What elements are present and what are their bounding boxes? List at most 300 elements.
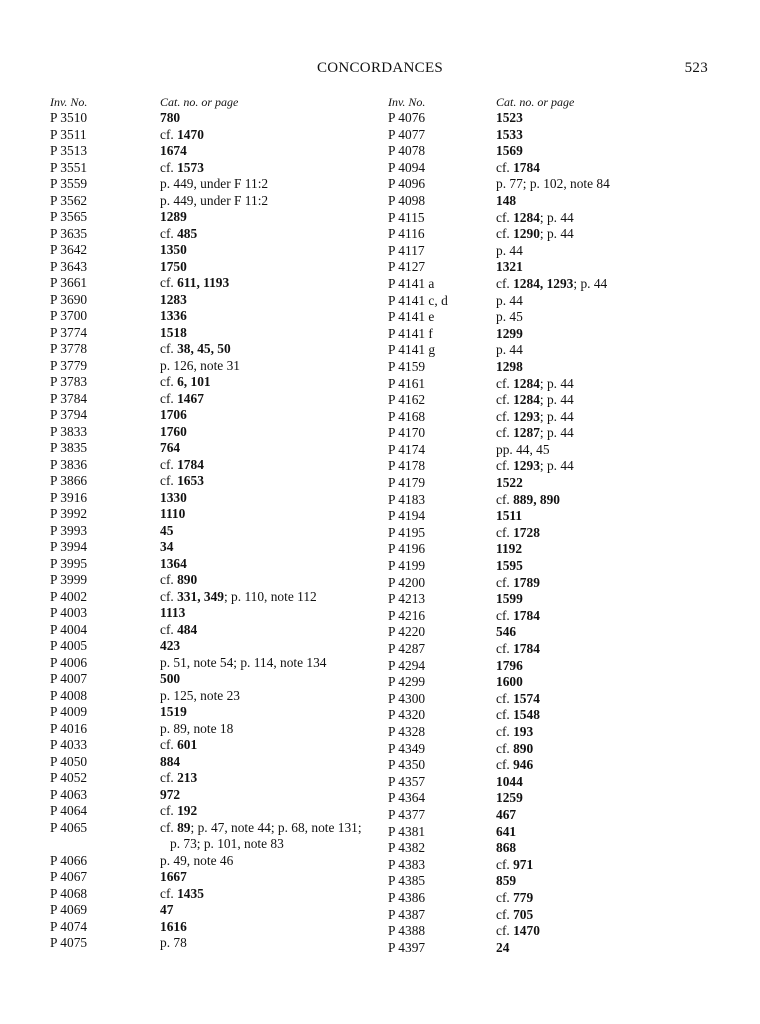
catalogue-number: 1784	[513, 159, 540, 175]
concordance-row	[50, 886, 390, 903]
concordance-row	[50, 424, 390, 441]
inv-no: P 4141 g	[388, 342, 436, 358]
catalogue-number: 1467	[177, 390, 204, 406]
concordance-row	[388, 143, 718, 160]
concordance-row	[50, 358, 390, 375]
inv-no: P 3562	[50, 192, 88, 208]
reference-text: cf.	[496, 458, 514, 474]
concordance-row	[388, 342, 718, 359]
catalogue-number: 38, 45, 50	[177, 341, 231, 356]
inv-no: P 4004	[50, 621, 88, 637]
catalogue-number: 1289	[160, 209, 187, 224]
inv-no: P 3690	[50, 291, 88, 307]
concordance-row	[50, 935, 390, 952]
concordance-row	[388, 591, 718, 608]
concordance-row	[388, 873, 718, 890]
inv-no: P 3642	[50, 242, 88, 257]
concordance-row	[50, 209, 390, 226]
reference-text: cf.	[496, 275, 514, 291]
cat-reference	[160, 853, 390, 870]
catalogue-number: 500	[160, 671, 181, 686]
inv-no: P 4075	[50, 935, 88, 950]
inv-no: P 4195	[388, 524, 426, 540]
catalogue-number: 705	[513, 906, 534, 922]
cat-reference	[160, 523, 390, 540]
concordance-row	[388, 624, 718, 641]
concordance-row	[388, 691, 718, 708]
concordance-row	[50, 539, 390, 556]
cat-reference	[496, 558, 718, 575]
concordance-row	[50, 259, 390, 276]
concordance-row	[388, 857, 718, 874]
reference-text: ; p. 44	[539, 458, 574, 474]
concordance-row	[388, 409, 718, 426]
catalogue-number: 1653	[177, 473, 204, 488]
cat-reference	[160, 473, 390, 490]
inv-no: P 4349	[388, 740, 426, 756]
catalogue-number: 1470	[177, 126, 204, 142]
cat-no-heading: Cat. no. or page	[496, 95, 575, 109]
cat-reference	[160, 737, 390, 754]
catalogue-number: 890	[513, 740, 534, 756]
concordance-row	[50, 176, 390, 193]
catalogue-number: 1599	[496, 591, 523, 607]
cat-reference	[496, 326, 718, 343]
cat-reference	[160, 919, 390, 936]
catalogue-number: 1350	[160, 242, 187, 257]
cat-reference	[496, 840, 718, 857]
concordance-row	[388, 276, 718, 293]
reference-text: p. 78	[160, 935, 187, 950]
concordance-row	[388, 757, 718, 774]
cat-reference	[496, 293, 718, 310]
catalogue-number: 1523	[496, 110, 523, 125]
catalogue-number: 47	[160, 902, 174, 917]
inv-no: P 4068	[50, 885, 88, 901]
cat-reference	[496, 674, 718, 691]
inv-no: P 4050	[50, 753, 88, 769]
concordance-row	[388, 293, 718, 310]
catalogue-number: 859	[496, 873, 517, 889]
reference-text: cf.	[496, 740, 514, 756]
catalogue-number: 6, 101	[177, 374, 211, 389]
concordance-row	[50, 391, 390, 408]
concordance-row	[50, 193, 390, 210]
concordance-row	[388, 658, 718, 675]
concordance-row	[50, 556, 390, 573]
reference-text: ; p. 44	[539, 226, 574, 242]
concordance-row	[388, 558, 718, 575]
inv-no-heading: Inv. No.	[50, 95, 88, 109]
cat-reference	[496, 691, 718, 708]
inv-no: P 4168	[388, 408, 426, 424]
inv-no: P 4200	[388, 574, 426, 590]
cat-reference	[160, 572, 390, 589]
concordance-row	[50, 803, 390, 820]
catalogue-number: 1259	[496, 790, 523, 806]
inv-no: P 3783	[50, 374, 88, 389]
concordance-row	[388, 608, 718, 625]
inv-no: P 3794	[50, 407, 88, 422]
catalogue-number: 1616	[160, 918, 187, 934]
reference-text: p. 44	[496, 242, 523, 258]
inv-no: P 4196	[388, 541, 426, 557]
cat-reference	[160, 308, 390, 325]
concordance-row	[50, 440, 390, 457]
cat-reference	[496, 359, 718, 376]
catalogue-number: 890	[177, 572, 198, 587]
concordance-row	[50, 737, 390, 754]
catalogue-number: 1519	[160, 704, 187, 719]
concordance-row	[50, 572, 390, 589]
cat-reference	[160, 160, 390, 177]
concordance-row	[50, 902, 390, 919]
inv-no: P 4117	[388, 242, 425, 258]
concordance-row	[50, 490, 390, 507]
reference-text: p. 44	[496, 342, 523, 358]
reference-text: p. 89, note 18	[160, 720, 234, 736]
concordance-row	[388, 724, 718, 741]
cat-reference	[160, 820, 390, 837]
reference-text: p. 49, note 46	[160, 852, 234, 868]
reference-text: cf.	[496, 707, 514, 723]
reference-text: cf.	[160, 390, 178, 406]
cat-reference	[496, 475, 718, 492]
catalogue-number: 1728	[513, 524, 540, 540]
cat-reference	[160, 605, 390, 622]
catalogue-number: 485	[177, 225, 198, 241]
cat-reference	[496, 210, 718, 227]
catalogue-number: 1298	[496, 358, 523, 374]
inv-no: P 4328	[388, 723, 426, 739]
cat-reference	[496, 873, 718, 890]
concordance-row	[50, 407, 390, 424]
inv-no: P 4067	[50, 869, 88, 884]
concordance-row	[388, 392, 718, 409]
concordance-row	[388, 326, 718, 343]
reference-text: cf.	[496, 392, 514, 408]
reference-text: cf.	[160, 225, 178, 241]
cat-reference	[160, 110, 390, 127]
reference-text: cf.	[160, 473, 178, 488]
catalogue-number: 611, 1193	[177, 275, 230, 290]
cat-reference	[496, 309, 718, 326]
inv-no: P 4052	[50, 770, 88, 785]
concordance-row	[50, 919, 390, 936]
inv-no: P 4141 f	[388, 325, 433, 341]
cat-reference	[496, 442, 718, 459]
concordance-row	[50, 869, 390, 886]
catalogue-number: 1522	[496, 475, 523, 491]
cat-reference	[160, 424, 390, 441]
inv-no: P 4076	[388, 110, 426, 125]
inv-no: P 4385	[388, 873, 426, 889]
cat-reference	[160, 325, 390, 342]
right-rows	[388, 110, 718, 956]
concordance-row	[388, 508, 718, 525]
catalogue-number: 1511	[496, 508, 523, 524]
reference-text: p. 449, under F 11:2	[160, 192, 269, 208]
catalogue-number: 1293	[513, 408, 540, 424]
reference-text: cf.	[496, 408, 514, 424]
catalogue-number: 1364	[160, 555, 187, 571]
concordance-row	[388, 458, 718, 475]
inv-no: P 4179	[388, 475, 426, 491]
concordance-column-right	[388, 94, 718, 956]
cat-reference	[496, 707, 718, 724]
cat-reference	[496, 425, 718, 442]
reference-text: ; p. 110, note 112	[223, 588, 317, 604]
concordance-row	[50, 638, 390, 655]
concordance-row	[50, 787, 390, 804]
cat-reference	[160, 886, 390, 903]
catalogue-number: 193	[513, 723, 534, 739]
inv-no: P 4141 c, d	[388, 292, 448, 308]
reference-text: cf.	[496, 524, 514, 540]
concordance-row	[50, 242, 390, 259]
catalogue-number: 1573	[177, 159, 204, 175]
concordance-row	[388, 575, 718, 592]
concordance-row	[50, 110, 390, 127]
reference-text: cf.	[496, 889, 514, 905]
catalogue-number: 1284	[513, 209, 540, 225]
reference-text: ; p. 44	[573, 275, 608, 291]
cat-no-heading: Cat. no. or page	[160, 95, 239, 109]
inv-no: P 3992	[50, 506, 88, 521]
inv-no: P 4033	[50, 737, 88, 752]
reference-text: cf.	[160, 737, 178, 752]
reference-text: pp. 44, 45	[496, 441, 550, 457]
cat-reference	[496, 226, 718, 243]
concordance-row	[388, 475, 718, 492]
concordance-row	[50, 655, 390, 672]
inv-no: P 4141 a	[388, 275, 435, 291]
catalogue-number: 1784	[177, 456, 204, 472]
concordance-row	[388, 907, 718, 924]
inv-no: P 3661	[50, 275, 88, 290]
catalogue-number: 1321	[496, 259, 523, 275]
inv-no: P 4115	[388, 209, 425, 225]
inv-no: P 4388	[388, 923, 426, 939]
cat-reference	[496, 624, 718, 641]
inv-no: P 4074	[50, 918, 88, 934]
catalogue-number: 1284, 1293	[513, 275, 574, 291]
catalogue-number: 884	[160, 753, 181, 769]
cat-reference	[496, 923, 718, 940]
catalogue-number: 1192	[496, 541, 523, 557]
catalogue-number: 1518	[160, 324, 187, 340]
inv-no: P 4174	[388, 441, 426, 457]
catalogue-number: 546	[496, 624, 517, 640]
cat-reference	[496, 243, 718, 260]
catalogue-number: 1595	[496, 558, 523, 574]
cat-reference	[496, 342, 718, 359]
concordance-row	[388, 890, 718, 907]
inv-no: P 4170	[388, 425, 426, 441]
catalogue-number: 331, 349	[177, 588, 224, 604]
catalogue-number: 45	[160, 522, 174, 538]
reference-text: cf.	[160, 126, 178, 142]
inv-no: P 3836	[50, 456, 88, 472]
reference-text: cf.	[160, 275, 178, 290]
concordance-row	[50, 688, 390, 705]
cat-reference	[160, 803, 390, 820]
inv-no: P 3565	[50, 209, 88, 224]
inv-no: P 4094	[388, 159, 426, 175]
reference-text: cf.	[160, 621, 178, 637]
cat-reference	[160, 440, 390, 457]
concordance-row	[50, 853, 390, 870]
concordance-row	[388, 741, 718, 758]
concordance-row	[50, 457, 390, 474]
inv-no: P 3994	[50, 539, 88, 554]
reference-text: p. 73; p. 101, note 83	[170, 836, 284, 851]
reference-text: p. 51, note 54; p. 114, note 134	[160, 654, 327, 670]
reference-text: cf.	[160, 803, 178, 818]
reference-text: cf.	[496, 906, 514, 922]
inv-no: P 3559	[50, 176, 88, 191]
catalogue-number: 946	[513, 757, 534, 773]
cat-reference	[496, 176, 718, 193]
catalogue-number: 1044	[496, 773, 523, 789]
cat-reference	[496, 741, 718, 758]
cat-reference	[496, 193, 718, 210]
catalogue-number: 1706	[160, 407, 187, 422]
reference-text: cf.	[496, 690, 514, 706]
catalogue-number: 1674	[160, 143, 187, 158]
inv-no: P 4141 e	[388, 309, 435, 325]
concordance-row	[50, 754, 390, 771]
cat-reference	[496, 127, 718, 144]
catalogue-number: 601	[177, 737, 198, 752]
cat-reference	[160, 176, 390, 193]
cat-reference	[496, 575, 718, 592]
cat-reference	[496, 492, 718, 509]
inv-no: P 3993	[50, 522, 88, 538]
inv-no: P 4183	[388, 491, 426, 507]
reference-text: p. 125, note 23	[160, 687, 240, 703]
concordance-row	[388, 641, 718, 658]
cat-reference	[496, 143, 718, 160]
concordance-row	[50, 374, 390, 391]
concordance-row	[388, 492, 718, 509]
column-header	[50, 94, 390, 110]
reference-text: cf.	[160, 374, 178, 389]
inv-no: P 4386	[388, 889, 426, 905]
page-number: 523	[684, 60, 708, 76]
inv-no-heading: Inv. No.	[388, 95, 426, 109]
concordance-row	[50, 506, 390, 523]
catalogue-number: 423	[160, 638, 181, 653]
concordance-row	[50, 473, 390, 490]
reference-text: ; p. 44	[539, 425, 574, 441]
concordance-row	[388, 110, 718, 127]
inv-no: P 4294	[388, 657, 426, 673]
reference-text: cf.	[160, 588, 178, 604]
concordance-row	[50, 589, 390, 606]
reference-text: cf.	[496, 491, 514, 507]
concordance-row	[50, 721, 390, 738]
reference-text: cf.	[160, 572, 178, 587]
cat-reference	[160, 638, 390, 655]
concordance-row	[388, 525, 718, 542]
inv-no	[50, 836, 160, 853]
reference-text: cf.	[496, 723, 514, 739]
reference-text: ; p. 44	[539, 408, 574, 424]
catalogue-number: 1299	[496, 325, 523, 341]
concordance-row	[50, 836, 390, 853]
inv-no: P 4077	[388, 126, 426, 142]
cat-reference	[160, 836, 390, 853]
catalogue-number: 148	[496, 192, 517, 208]
cat-reference	[496, 409, 718, 426]
concordance-row	[388, 425, 718, 442]
catalogue-number: 1336	[160, 308, 187, 323]
concordance-row	[388, 359, 718, 376]
cat-reference	[160, 721, 390, 738]
cat-reference	[496, 608, 718, 625]
reference-text: cf.	[496, 226, 514, 242]
cat-reference	[160, 589, 390, 606]
concordance-row	[388, 259, 718, 276]
catalogue-number: 213	[177, 770, 198, 785]
inv-no: P 4116	[388, 226, 425, 242]
inv-no: P 4397	[388, 939, 426, 955]
cat-reference	[160, 539, 390, 556]
cat-reference	[160, 671, 390, 688]
concordance-row	[50, 226, 390, 243]
catalogue-number: 1284	[513, 375, 540, 391]
cat-reference	[160, 341, 390, 358]
cat-reference	[160, 902, 390, 919]
cat-reference	[496, 807, 718, 824]
concordance-row	[50, 160, 390, 177]
cat-reference	[160, 704, 390, 721]
catalogue-number: 1113	[160, 605, 186, 620]
catalogue-number: 192	[177, 803, 198, 818]
column-header	[388, 94, 718, 110]
cat-reference	[160, 407, 390, 424]
reference-text: cf.	[496, 856, 514, 872]
concordance-row	[388, 807, 718, 824]
concordance-row	[388, 840, 718, 857]
concordance-row	[388, 176, 718, 193]
cat-reference	[496, 508, 718, 525]
inv-no: P 4381	[388, 823, 426, 839]
catalogue-number: 1600	[496, 674, 523, 690]
inv-no: P 4066	[50, 852, 88, 868]
catalogue-number: 641	[496, 823, 517, 839]
cat-reference	[160, 193, 390, 210]
concordance-row	[50, 605, 390, 622]
catalogue-number: 1548	[513, 707, 540, 723]
cat-reference	[160, 787, 390, 804]
inv-no: P 4065	[50, 819, 88, 835]
concordance-row	[388, 127, 718, 144]
inv-no: P 3778	[50, 341, 88, 356]
page-title: CONCORDANCES	[316, 60, 444, 76]
cat-reference	[496, 458, 718, 475]
catalogue-number: 1283	[160, 291, 187, 307]
cat-reference	[496, 757, 718, 774]
cat-reference	[496, 907, 718, 924]
inv-no: P 4078	[388, 143, 426, 159]
cat-reference	[160, 506, 390, 523]
concordance-row	[388, 226, 718, 243]
catalogue-number: 889, 890	[513, 491, 560, 507]
catalogue-number: 1470	[513, 923, 540, 939]
inv-no: P 4213	[388, 591, 426, 607]
